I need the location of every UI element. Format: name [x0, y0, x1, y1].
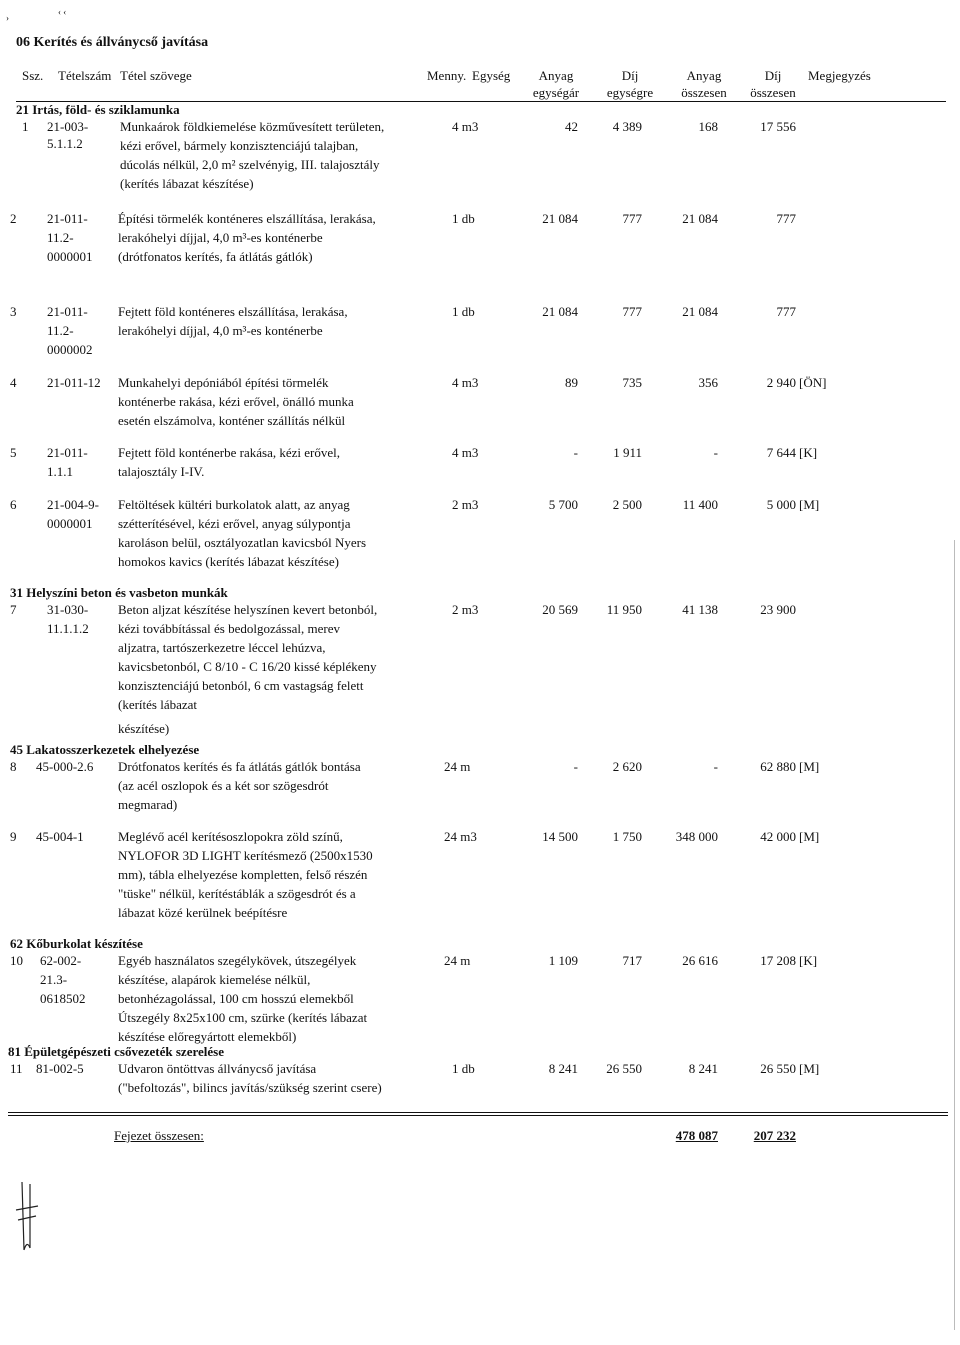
col-tetelszam: Tételszám — [58, 68, 112, 83]
row-number: 1 — [22, 119, 29, 134]
row-number: 11 — [10, 1061, 23, 1076]
item-text: (kerítés lábazat — [118, 697, 198, 712]
item-text: lábazat közé kerülnek beépítésre — [118, 905, 288, 920]
item-text: dúcolás nélkül, 2,0 m² szelvényig, III. talajosztály — [120, 157, 380, 172]
material-unit-price: 1 109 — [548, 953, 578, 968]
item-code: 0000001 — [47, 516, 93, 531]
item-code: 1.1.1 — [47, 464, 73, 479]
item-code: 21-004-9- — [47, 497, 99, 512]
section-title-21: 21 Irtás, föld- és sziklamunka — [16, 102, 180, 117]
quantity-unit: 24 m — [444, 953, 471, 968]
item-text: szétterítésével, kézi erővel, anyag súlypontja — [118, 516, 351, 531]
fee-unit-price: 717 — [622, 953, 642, 968]
col-egyseg: Egység — [472, 68, 511, 83]
note: [K] — [799, 953, 818, 968]
section-title-31: 31 Helyszíni beton és vasbeton munkák — [10, 585, 228, 600]
material-total: 356 — [698, 375, 718, 390]
note: [M] — [799, 759, 820, 774]
item-code: 11.2- — [47, 323, 74, 338]
chapter-total-label: Fejezet összesen: — [114, 1128, 204, 1143]
material-unit-price: - — [573, 759, 578, 774]
item-code: 5.1.1.2 — [47, 136, 83, 151]
fee-unit-price: 777 — [622, 211, 642, 226]
section-title-81: 81 Épületgépészeti csővezeték szerelése — [8, 1044, 224, 1059]
item-text: (kerítés lábazat készítése) — [120, 176, 254, 191]
material-total: 11 400 — [682, 497, 718, 512]
item-text: esetén elszámolva, konténer szállítás nélkül — [118, 413, 346, 428]
item-code: 62-002- — [40, 953, 82, 968]
material-unit-price: 89 — [565, 375, 578, 390]
material-total: 21 084 — [682, 211, 718, 226]
signature-mark — [12, 1180, 42, 1254]
row-number: 3 — [10, 304, 17, 319]
item-text: kavicsbetonból, C 8/10 - C 16/20 kissé képlékeny — [118, 659, 377, 674]
material-total: 8 241 — [688, 1061, 718, 1076]
item-text: Beton aljzat készítése helyszínen kevert betonból, — [118, 602, 378, 617]
item-text: Egyéb használatos szegélykövek, útszegélyek — [118, 953, 357, 968]
item-code: 45-000-2.6 — [36, 759, 94, 774]
material-total: 348 000 — [675, 829, 718, 844]
chapter-fee-total: 207 232 — [753, 1128, 796, 1143]
item-text: karoláson belül, osztályozatlan kavicsból Nyers — [118, 535, 367, 550]
fee-unit-price: 2 500 — [612, 497, 642, 512]
item-code: 21.3- — [40, 972, 68, 987]
fee-unit-price: 2 620 — [612, 759, 642, 774]
row-number: 7 — [10, 602, 17, 617]
col-tetel-szovege: Tétel szövege — [120, 68, 192, 83]
item-text: készítése, alapárok kiemelése nélkül, — [118, 972, 311, 987]
item-code: 11.1.1.2 — [47, 621, 89, 636]
row-number: 5 — [10, 445, 17, 460]
material-total: 26 616 — [682, 953, 718, 968]
note: [M] — [799, 829, 820, 844]
material-unit-price: 8 241 — [548, 1061, 578, 1076]
row-number: 2 — [10, 211, 17, 226]
quantity-unit: 1 db — [452, 304, 475, 319]
item-text: Fejtett föld konténerbe rakása, kézi erővel, — [118, 445, 340, 460]
item-code: 21-003- — [47, 119, 89, 134]
section-title-45: 45 Lakatosszerkezetek elhelyezése — [10, 742, 200, 757]
item-text: készítése) — [118, 721, 170, 736]
row-number: 8 — [10, 759, 17, 774]
material-total: 21 084 — [682, 304, 718, 319]
item-text: Meglévő acél kerítésoszlopokra zöld színű, — [118, 829, 343, 844]
row-number: 9 — [10, 829, 17, 844]
item-text: lerakóhelyi díjjal, 4,0 m³-es konténerbe — [118, 230, 323, 245]
item-text: kézi továbbítással és bedolgozással, merev — [118, 621, 341, 636]
col-megjegyzes: Megjegyzés — [808, 68, 871, 83]
fee-unit-price: 1 750 — [612, 829, 642, 844]
fee-total: 777 — [776, 304, 796, 319]
item-text: konténerbe rakása, kézi erővel, önálló munka — [118, 394, 354, 409]
material-total: 41 138 — [682, 602, 718, 617]
material-unit-price: 21 084 — [542, 304, 578, 319]
fee-total: 23 900 — [760, 602, 796, 617]
col-anyag-osszesen: Anyag összesen — [681, 68, 727, 100]
item-text: megmarad) — [118, 797, 178, 812]
material-unit-price: 42 — [565, 119, 578, 134]
item-code: 45-004-1 — [36, 829, 84, 844]
note: [M] — [799, 497, 820, 512]
material-unit-price: 20 569 — [542, 602, 578, 617]
item-code: 31-030- — [47, 602, 89, 617]
item-text: mm), tábla elhelyezése kompletten, felső részén — [118, 867, 368, 882]
col-ssz: Ssz. — [22, 68, 44, 83]
row-number: 4 — [10, 375, 17, 390]
note: [M] — [799, 1061, 820, 1076]
material-unit-price: 21 084 — [542, 211, 578, 226]
material-total: - — [713, 445, 718, 460]
fee-total: 17 208 — [760, 953, 796, 968]
quantity-unit: 1 db — [452, 1061, 475, 1076]
quantity-unit: 4 m3 — [452, 445, 479, 460]
material-unit-price: 14 500 — [542, 829, 578, 844]
fee-total: 26 550 — [760, 1061, 796, 1076]
item-text: Munkahelyi depóniából építési törmelék — [118, 375, 329, 390]
item-code: 0000001 — [47, 249, 93, 264]
item-text: Udvaron öntöttvas állványcső javítása — [118, 1061, 317, 1076]
scan-edge-line — [954, 540, 955, 1330]
item-text: (drótfonatos kerítés, fa átlátás gátlók) — [118, 249, 313, 264]
fee-total: 5 000 — [766, 497, 796, 512]
item-text: Fejtett föld konténeres elszállítása, lerakása, — [118, 304, 348, 319]
row-number: 6 — [10, 497, 17, 512]
item-code: 21-011-12 — [47, 375, 101, 390]
item-text: kézi erővel, bármely konzisztenciájú talajban, — [120, 138, 359, 153]
item-text: Drótfonatos kerítés és fa átlátás gátlók bontása — [118, 759, 361, 774]
col-dij-egysegre: Díj egységre — [606, 68, 654, 100]
item-code: 0000002 — [47, 342, 93, 357]
item-text: ("befoltozás", bilincs javítás/szükség szerint csere) — [118, 1080, 382, 1095]
fee-total: 777 — [776, 211, 796, 226]
item-text: talajosztály I-IV. — [118, 464, 205, 479]
item-code: 11.2- — [47, 230, 74, 245]
item-text: konzisztenciájú betonból, 6 cm vastagság felett — [118, 678, 364, 693]
quantity-unit: 4 m3 — [452, 119, 479, 134]
quantity-unit: 2 m3 — [452, 602, 479, 617]
corner-marks: › — [6, 13, 9, 23]
item-code: 21-011- — [47, 211, 88, 226]
note: [K] — [799, 445, 818, 460]
fee-total: 7 644 — [766, 445, 796, 460]
item-code: 21-011- — [47, 445, 88, 460]
item-text: készítése előregyártott elemekből) — [118, 1029, 297, 1044]
footer-rule — [8, 1112, 948, 1113]
corner-marks-top: ‹ ‹ — [58, 7, 67, 17]
material-total: 168 — [698, 119, 718, 134]
fee-total: 2 940 — [766, 375, 796, 390]
chapter-material-total: 478 087 — [675, 1128, 718, 1143]
fee-unit-price: 735 — [622, 375, 642, 390]
item-text: Útszegély 8x25x100 cm, szürke (kerítés lábazat — [118, 1010, 368, 1025]
item-text: betonhézagolással, 100 cm hosszú elemekből — [118, 991, 354, 1006]
quantity-unit: 1 db — [452, 211, 475, 226]
item-text: homokos kavics (kerítés lábazat készítése) — [118, 554, 339, 569]
fee-total: 17 556 — [760, 119, 796, 134]
item-code: 0618502 — [40, 991, 86, 1006]
item-code: 81-002-5 — [36, 1061, 84, 1076]
section-title-62: 62 Kőburkolat készítése — [10, 936, 143, 951]
item-code: 21-011- — [47, 304, 88, 319]
item-text: Építési törmelék konténeres elszállítása, lerakása, — [118, 211, 376, 226]
material-unit-price: 5 700 — [548, 497, 578, 512]
fee-unit-price: 1 911 — [613, 445, 642, 460]
fee-total: 62 880 — [760, 759, 796, 774]
item-text: NYLOFOR 3D LIGHT kerítésmező (2500x1530 — [118, 848, 373, 863]
quantity-unit: 4 m3 — [452, 375, 479, 390]
item-text: aljzatra, tartószerkezetre léccel lehúzva, — [118, 640, 326, 655]
item-text: (az acél oszlopok és a két sor szögesdrót — [118, 778, 329, 793]
fee-unit-price: 26 550 — [606, 1061, 642, 1076]
item-text: "tüske" nélkül, kerítéstáblák a szögesdrót és a — [118, 886, 356, 901]
col-menny: Menny. — [427, 68, 467, 83]
material-total: - — [713, 759, 718, 774]
item-text: Feltöltések kültéri burkolatok alatt, az anyag — [118, 497, 350, 512]
note: [ÖN] — [799, 375, 827, 390]
col-anyag-egysegar: Anyag egységár — [532, 68, 580, 100]
quantity-unit: 2 m3 — [452, 497, 479, 512]
footer-rule-double — [8, 1115, 948, 1116]
page-title: 06 Kerítés és állványcső javítása — [16, 35, 209, 50]
col-dij-osszesen: Díj összesen — [750, 68, 796, 100]
quantity-unit: 24 m3 — [444, 829, 477, 844]
item-text: lerakóhelyi díjjal, 4,0 m³-es konténerbe — [118, 323, 323, 338]
fee-unit-price: 4 389 — [612, 119, 642, 134]
row-number: 10 — [10, 953, 23, 968]
item-text: Munkaárok földkiemelése közművesített területen, — [120, 119, 385, 134]
quantity-unit: 24 m — [444, 759, 471, 774]
fee-unit-price: 11 950 — [606, 602, 642, 617]
material-unit-price: - — [573, 445, 578, 460]
fee-unit-price: 777 — [622, 304, 642, 319]
fee-total: 42 000 — [760, 829, 796, 844]
